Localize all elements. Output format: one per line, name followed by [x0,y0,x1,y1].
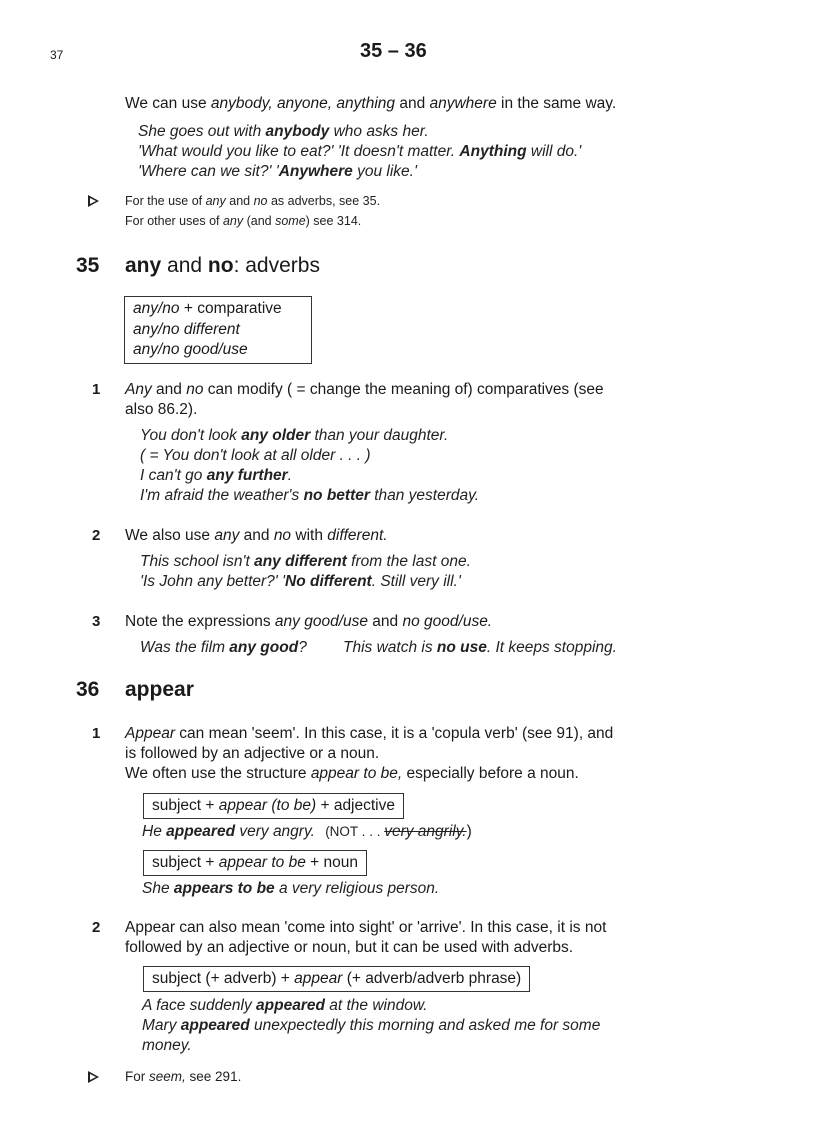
s36-point-2-text: Appear can also mean 'come into sight' or 'arrive'. In this case, it is not [125,919,607,936]
s36-pattern-box-1: subject + appear (to be) + adjective [143,793,404,819]
intro-paragraph: We can use anybody, anyone, anything and anywhere in the same way. [125,95,617,112]
section-36-number: 36 [76,678,100,701]
intro-reference-1: For the use of any and no as adverbs, see 35. [125,194,381,208]
running-head: 35 – 36 [360,40,427,62]
intro-reference-2: For other uses of any (and some) see 314. [125,214,362,228]
s36-example-2: She appears to be a very religious person. [142,880,440,897]
s35-p2-example-1: This school isn't any different from the last one. [140,553,471,570]
s35-point-1-text: Any and no can modify ( = change the meaning of) comparatives (see [125,381,604,398]
page-number: 37 [50,48,64,62]
section-35-title: any and no: adverbs [125,254,320,277]
s36-pattern-box-2: subject + appear to be + noun [143,850,367,876]
s35-p2-example-2: 'Is John any better?' 'No different. Still very ill.' [140,573,461,590]
s35-p3-example-2: This watch is no use. It keeps stopping. [343,639,617,656]
s35-p3-example-1: Was the film any good? [140,639,307,656]
s35-p1-example-3: I can't go any further. [140,467,293,484]
s35-point-2-number: 2 [92,527,101,544]
s36-point-2-number: 2 [92,919,101,936]
s35-point-1-text-line2: also 86.2). [125,401,198,418]
reference-arrow-icon [88,195,99,207]
s35-point-1-number: 1 [92,381,101,398]
s35-point-2-text: We also use any and no with different. [125,527,388,544]
s36-point-1-line2: is followed by an adjective or a noun. [125,745,380,762]
s36-point-1-text: Appear can mean 'seem'. In this case, it is a 'copula verb' (see 91), and [125,725,614,742]
s36-example-3: A face suddenly appeared at the window. [142,997,428,1014]
s35-p1-example-4: I'm afraid the weather's no better than yesterday. [140,487,480,504]
s36-reference: For seem, see 291. [125,1069,242,1084]
s35-point-3-number: 3 [92,613,101,630]
s35-p1-example-1: You don't look any older than your daughter. [140,427,449,444]
section-35-pattern-box: any/no + comparative any/no different any/no good/use [124,296,312,364]
s35-point-3-text: Note the expressions any good/use and no good/use. [125,613,493,630]
s36-point-1-number: 1 [92,725,101,742]
intro-example-2: 'What would you like to eat?' 'It doesn't matter. Anything will do.' [138,143,582,160]
s36-point-1-line3: We often use the structure appear to be, especially before a noun. [125,765,579,782]
s35-p1-example-2: ( = You don't look at all older . . . ) [140,447,371,464]
section-36-title: appear [125,678,194,701]
intro-example-1: She goes out with anybody who asks her. [138,123,429,140]
intro-example-3: 'Where can we sit?' 'Anywhere you like.' [138,163,417,180]
s36-point-2-line2: followed by an adjective or noun, but it can be used with adverbs. [125,939,574,956]
reference-arrow-icon [88,1071,99,1083]
s36-example-4-line2: money. [142,1037,192,1054]
s36-example-4: Mary appeared unexpectedly this morning and asked me for some [142,1017,601,1034]
section-35-number: 35 [76,254,100,277]
s36-pattern-box-3: subject (+ adverb) + appear (+ adverb/adverb phrase) [143,966,530,992]
s36-example-1: He appeared very angry. (NOT . . . very angrily.) [142,823,472,840]
